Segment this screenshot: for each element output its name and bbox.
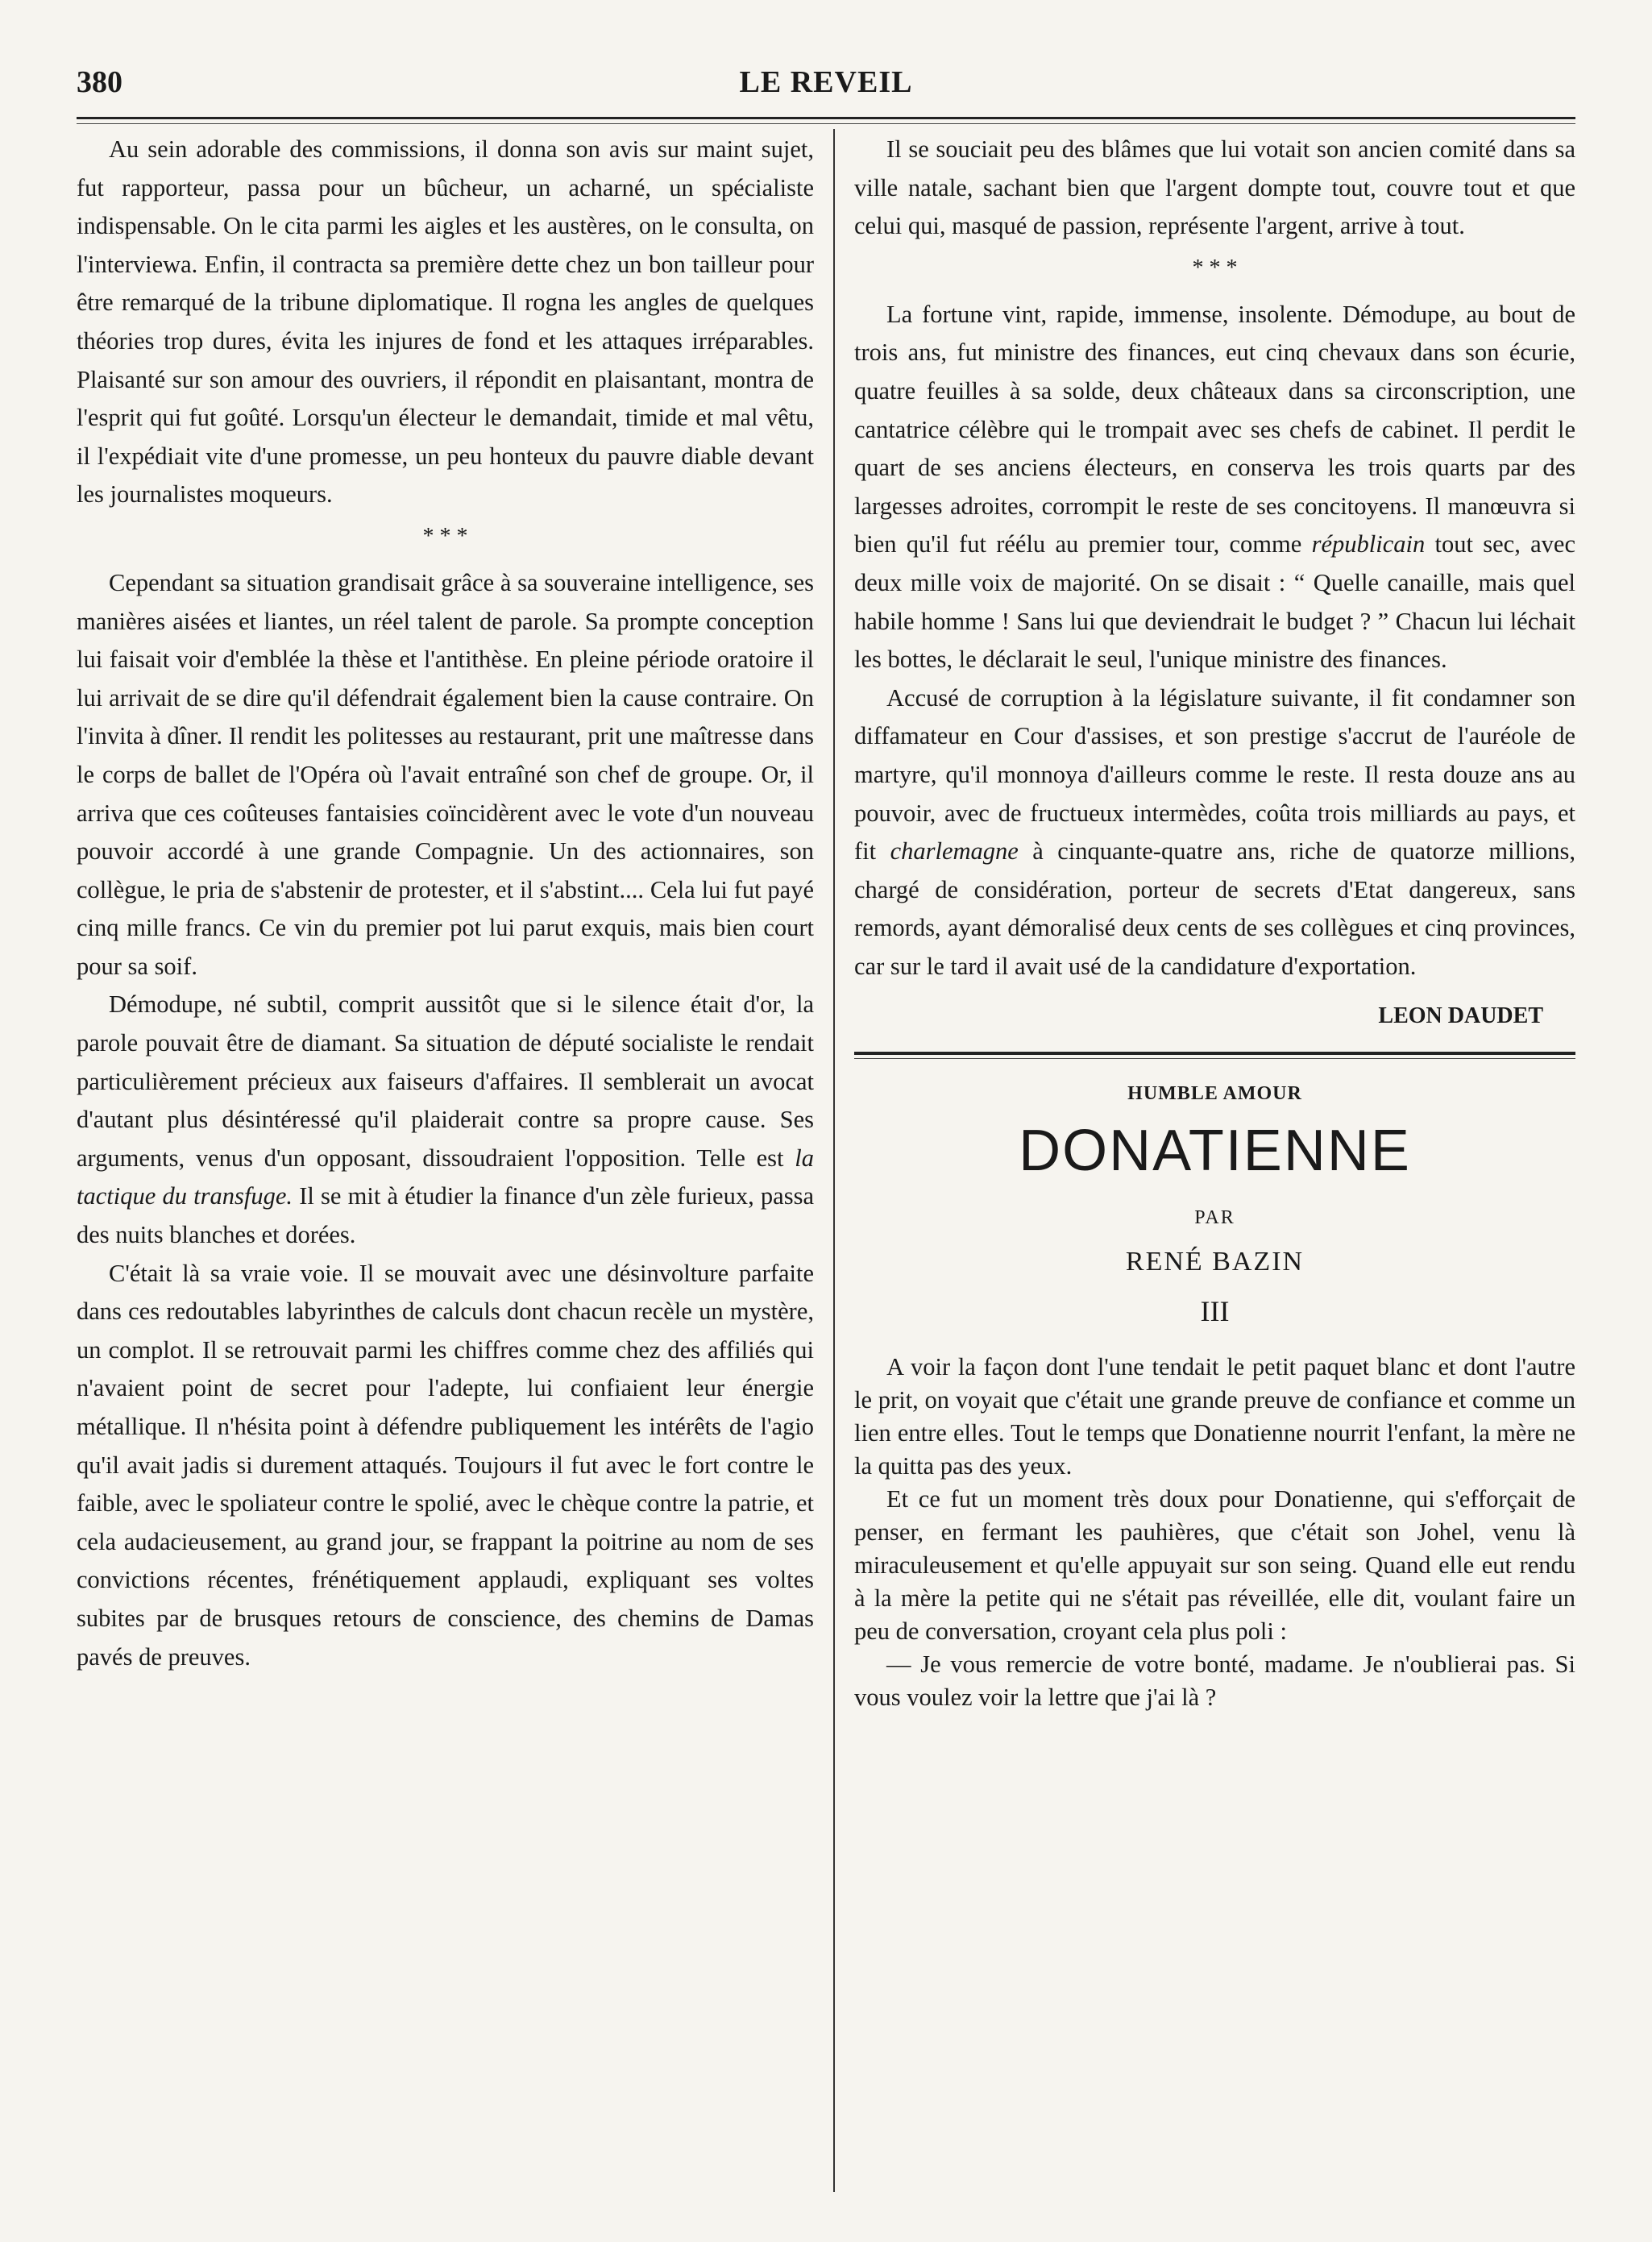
journal-title: LE REVEIL: [739, 65, 913, 99]
page-number: 380: [77, 65, 122, 99]
story-paragraph: — Je vous remercie de votre bonté, madame. Je n'oublierai pas. Si vous voulez voir la lettre que j'ai là ?: [854, 1650, 1575, 1712]
article-paragraph: Démodupe, né subtil, comprit aussitôt que si le silence était d'or, la parole pouvait être de diamant. Sa situation de député socialiste le rendait particulièrement précieux aux faiseurs d'affaires. Il semblerait un avocat d'autant plus désintéressé qu'il plaiderait contre sa propre cause. Ses arguments, venus d'un opposant, dissoudraient l'opposition. Telle est la tactique du transfuge. Il se mit à étudier la finance d'un zèle furieux, passa des nuits blanches et dorées.: [77, 990, 814, 1249]
story-author: RENÉ BAZIN: [1125, 1247, 1305, 1277]
page-header: [77, 64, 1575, 113]
serial-story: [854, 1080, 1575, 1714]
left-column: [77, 131, 814, 1676]
article-paragraph: Il se souciait peu des blâmes que lui votait son ancien comité dans sa ville natale, sachant bien que l'argent dompte tout, couvre tout et que celui qui, masqué de passion, représente l'argent, arrive à tout.: [854, 135, 1575, 240]
section-separator: * * *: [422, 523, 468, 549]
story-kicker: HUMBLE AMOUR: [1127, 1083, 1302, 1105]
column-divider: [833, 129, 835, 2192]
article-paragraph: La fortune vint, rapide, immense, insolente. Démodupe, au bout de trois ans, fut ministre des finances, eut cinq chevaux dans son écurie, quatre feuilles à sa solde, deux châteaux dans sa circonscription, une cantatrice célèbre qui le trompait avec ses chefs de cabinet. Il perdit le quart de ses anciens électeurs, en conserva les trois quarts par des largesses adroites, corrompit le reste de ses concitoyens. Il manœuvra si bien qu'il fut réélu au premier tour, comme républicain tout sec, avec deux mille voix de majorité. On se disait : “ Quelle canaille, mais quel habile homme ! Sans lui que deviendrait le budget ? ” Chacun lui léchait les bottes, le déclarait le seul, l'unique ministre des finances.: [854, 300, 1575, 674]
article-signature: LEON DAUDET: [1378, 1003, 1543, 1029]
section-rule: [854, 1052, 1575, 1055]
right-column: [854, 131, 1575, 1714]
story-title: DONATIENNE: [1019, 1119, 1411, 1184]
italic-phrase: la tactique du transfuge.: [77, 1144, 814, 1210]
article-paragraph: Au sein adorable des commissions, il donna son avis sur maint sujet, fut rapporteur, passa pour un bûcheur, un acharné, un spécialiste indispensable. On le cita parmi les aigles et les austères, on le consulta, on l'interviewa. Enfin, il contracta sa première dette chez un bon tailleur pour être remarqué de la tribune diplomatique. Il rogna les angles de quelques théories trop dures, évita les injures de fond et les attaques irréparables. Plaisanté sur son amour des ouvriers, il répondit en plaisantant, montra de l'esprit qui fut goûté. Lorsqu'un électeur le demandait, timide et mal vêtu, il l'expédiait vite d'une promesse, un peu honteux du pauvre diable devant les journalistes moqueurs.: [77, 135, 814, 509]
italic-phrase: charlemagne: [890, 837, 1019, 866]
section-rule-thin: [854, 1058, 1575, 1059]
header-rule: [77, 117, 1575, 119]
story-par-label: PAR: [1194, 1207, 1235, 1229]
article-paragraph: Cependant sa situation grandisait grâce à sa souveraine intelligence, ses manières aisées et liantes, un réel talent de parole. Sa prompte conception lui faisait voir d'emblée la thèse et l'antithèse. En pleine période oratoire il lui arrivait de se dire qu'il défendrait également bien la cause contraire. On l'invita à dîner. Il rendit les politesses au restaurant, prit une maîtresse dans le corps de ballet de l'Opéra où l'avait entraîné son chef de groupe. Or, il arriva que ces coûteuses fantaisies coïncidèrent avec le vote d'un nouveau pouvoir accordé à une grande Compagnie. Un des actionnaires, son collègue, le pria de s'abstenir de protester, et il s'abstint.... Cela lui fut payé cinq mille francs. Ce vin du premier pot lui parut exquis, mais bien court pour sa soif.: [77, 568, 814, 980]
article-paragraph: Accusé de corruption à la législature suivante, il fit condamner son diffamateur en Cour d'assises, et son prestige s'accrut de l'auréole de martyre, qu'il monnoya d'ailleurs comme le reste. Il resta douze ans au pouvoir, avec de fructueux intermèdes, coûta trois milliards au pays, et fit charlemagne à cinquante-quatre ans, riche de quatorze millions, chargé de considération, porteur de secrets d'Etat dangereux, sans remords, ayant démoralisé deux cents de ses collègues et cinq provinces, car sur le tard il avait usé de la candidature d'exportation.: [854, 683, 1576, 980]
header-rule-thin: [77, 123, 1575, 124]
story-chapter: III: [1200, 1295, 1230, 1328]
story-paragraph: A voir la façon dont l'une tendait le petit paquet blanc et dont l'autre le prit, on voyait que c'était une grande preuve de confiance et comme un lien entre elles. Tout le temps que Donatienne nourrit l'enfant, la mère ne la quitta pas des yeux.: [854, 1353, 1575, 1480]
italic-phrase: républicain: [1311, 530, 1426, 558]
story-paragraph: Et ce fut un moment très doux pour Donatienne, qui s'efforçait de penser, en fermant les pauhières, que c'était son Johel, venu là miraculeusement et qu'elle appuyait sur son seing. Quand elle eut rendu à la mère la petite qui ne s'était pas réveillée, elle dit, voulant faire un peu de conversation, croyant cela plus poli :: [854, 1485, 1575, 1646]
article-paragraph: C'était là sa vraie voie. Il se mouvait avec une désinvolture parfaite dans ces redoutables labyrinthes de calculs dont chacun recèle un mystère, un complot. Il se retrouvait parmi les chiffres comme chez des affiliés qui n'avaient point de secret pour l'adepte, lui confiaient leur énergie métallique. Il n'hésita point à défendre publiquement les intérêts de l'agio qu'il avait jadis si durement attaqués. Toujours il fut avec le fort contre le faible, avec le spoliateur contre le spolié, avec le chèque contre la patrie, et cela audacieusement, au grand jour, se frappant la poitrine au nom de ses convictions récentes, frénétiquement applaudi, expliquant ses voltes subites par de brusques retours de conscience, des chemins de Damas pavés de preuves.: [77, 1259, 814, 1671]
section-separator: * * *: [1192, 255, 1238, 280]
